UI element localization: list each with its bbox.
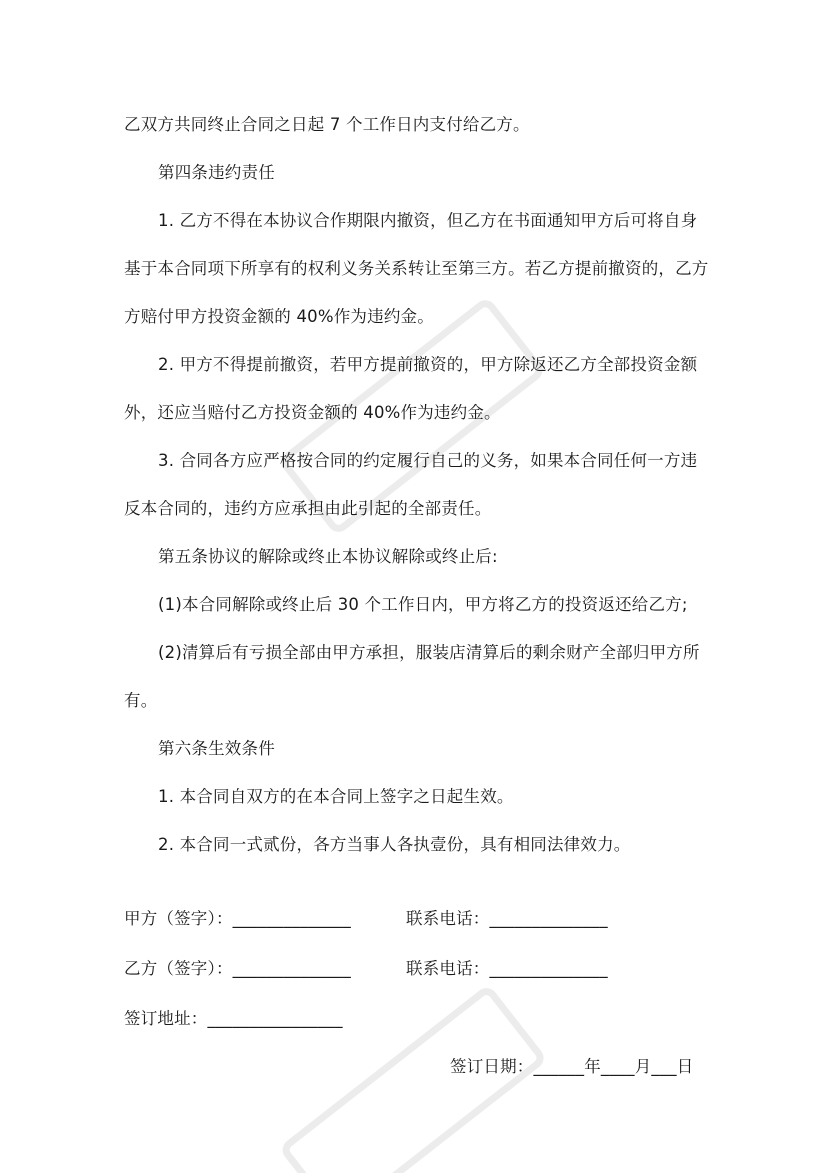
section-heading: 第五条协议的解除或终止本协议解除或终止后: (158, 547, 498, 566)
text-line: (1)本合同解除或终止后 30 个工作日内，甲方将乙方的投资返还给乙方; (158, 595, 688, 614)
party-b-phone: 联系电话：______________ (406, 959, 608, 978)
text-line: 1. 乙方不得在本协议合作期限内撤资，但乙方在书面通知甲方后可将自身 (158, 211, 698, 230)
text-line: 有。 (124, 691, 158, 710)
text-line: 外，还应当赔付乙方投资金额的 40%作为违约金。 (124, 403, 501, 422)
text-line: 方赔付甲方投资金额的 40%作为违约金。 (124, 307, 434, 326)
text-line: 基于本合同项下所享有的权利义务关系转让至第三方。若乙方提前撤资的，乙方 (124, 259, 709, 278)
text-line: 2. 甲方不得提前撤资，若甲方提前撤资的，甲方除返还乙方全部投资金额 (158, 355, 698, 374)
text-line: 1. 本合同自双方的在本合同上签字之日起生效。 (158, 787, 514, 806)
section-heading: 第六条生效条件 (158, 739, 275, 758)
signing-address: 签订地址：________________ (124, 1009, 343, 1028)
text-line: (2)清算后有亏损全部由甲方承担，服装店清算后的剩余财产全部归甲方所 (158, 643, 700, 662)
text-line: 乙双方共同终止合同之日起 7 个工作日内支付给乙方。 (124, 115, 530, 134)
section-heading: 第四条违约责任 (158, 163, 275, 182)
text-line: 反本合同的，违约方应承担由此引起的全部责任。 (124, 499, 492, 518)
text-line: 2. 本合同一式贰份，各方当事人各执壹份，具有相同法律效力。 (158, 835, 631, 854)
party-b-signature: 乙方（签字）：______________ (124, 959, 351, 978)
party-a-phone: 联系电话：______________ (406, 909, 608, 928)
party-a-signature: 甲方（签字）：______________ (124, 909, 351, 928)
signing-date: 签订日期：______年____月___日 (450, 1057, 694, 1076)
text-line: 3. 合同各方应严格按合同的约定履行自己的义务，如果本合同任何一方违 (158, 451, 698, 470)
